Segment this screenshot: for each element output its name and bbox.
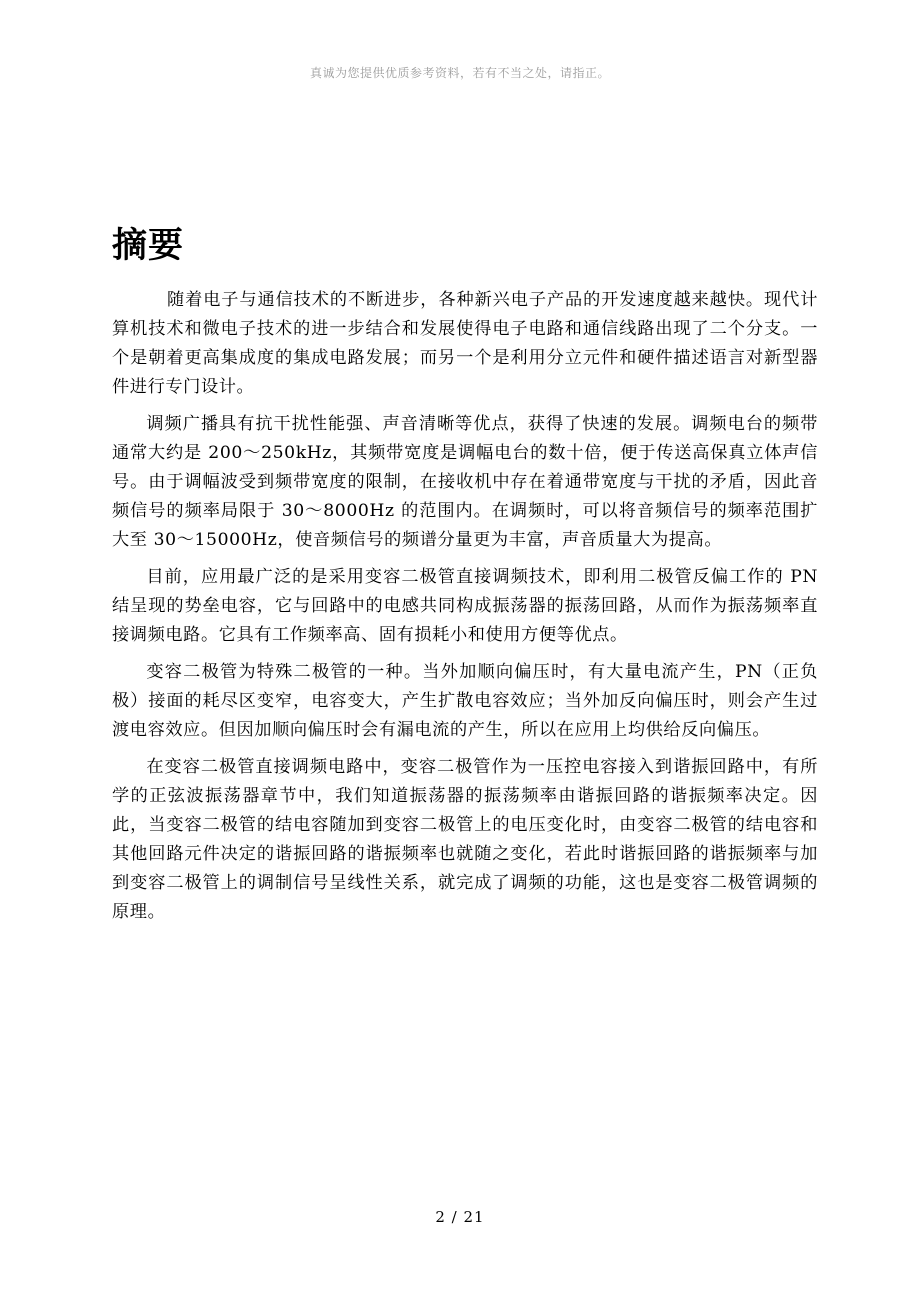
page-number: 2 / 21 — [435, 1208, 485, 1226]
page-title: 摘要 — [112, 226, 185, 266]
paragraph-2: 调频广播具有抗干扰性能强、声音清晰等优点，获得了快速的发展。调频电台的频带通常大约是 200～250kHz，其频带宽度是调幅电台的数十倍，便于传送高保真立体声信号。由于调幅波受到频带宽度的限制，在接收机中存在着通带宽度与干扰的矛盾，因此音频信号的频率局限于 30～8000Hz 的范围内。在调频时，可以将音频信号的频率范围扩大至 30～15000Hz，使音频信号的频谱分量更为丰富，声音质量大为提高。 — [112, 414, 818, 550]
header-watermark: 真诚为您提供优质参考资料，若有不当之处，请指正。 — [309, 66, 610, 80]
abstract-body — [112, 286, 818, 927]
paragraph-3: 目前，应用最广泛的是采用变容二极管直接调频技术，即利用二极管反偏工作的 PN 结呈现的势垒电容，它与回路中的电感共同构成振荡器的振荡回路，从而作为振荡频率直接调频电路。它具有工作频率高、固有损耗小和使用方便等优点。 — [112, 567, 818, 645]
paragraph-5: 在变容二极管直接调频电路中，变容二极管作为一压控电容接入到谐振回路中，有所学的正弦波振荡器章节中，我们知道振荡器的振荡频率由谐振回路的谐振频率决定。因此，当变容二极管的结电容随加到变容二极管上的电压变化时，由变容二极管的结电容和其他回路元件决定的谐振回路的谐振频率也就随之变化，若此时谐振回路的谐振频率与加到变容二极管上的调制信号呈线性关系，就完成了调频的功能，这也是变容二极管调频的原理。 — [112, 757, 818, 922]
paragraph-1: 随着电子与通信技术的不断进步，各种新兴电子产品的开发速度越来越快。现代计算机技术和微电子技术的进一步结合和发展使得电子电路和通信线路出现了二个分支。一个是朝着更高集成度的集成电路发展；而另一个是利用分立元件和硬件描述语言对新型器件进行专门设计。 — [112, 290, 818, 397]
paragraph-4: 变容二极管为特殊二极管的一种。当外加顺向偏压时，有大量电流产生，PN（正负极）接面的耗尽区变窄，电容变大，产生扩散电容效应；当外加反向偏压时，则会产生过渡电容效应。但因加顺向偏压时会有漏电流的产生，所以在应用上均供给反向偏压。 — [112, 662, 818, 740]
